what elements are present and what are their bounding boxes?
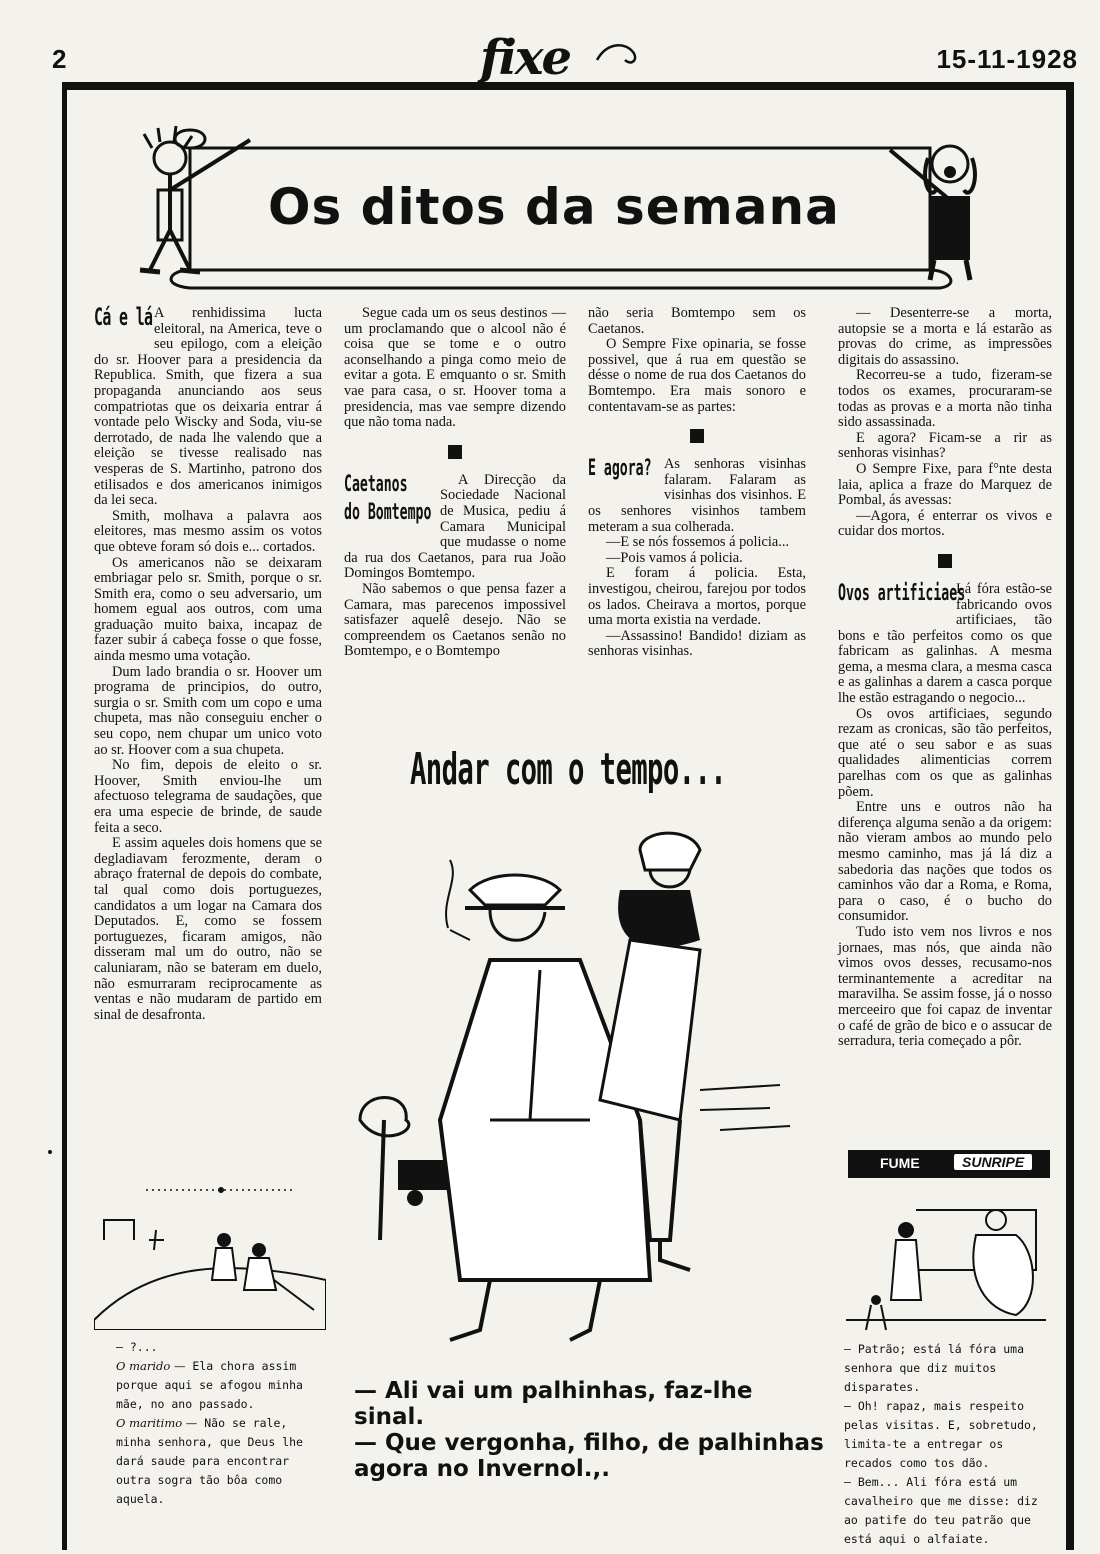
kicker-ovos-box [838, 580, 966, 616]
section-kicker: Cá e lá [94, 303, 153, 331]
ad-brand: SUNRIPE [954, 1154, 1032, 1170]
page-number: 2 [52, 44, 67, 74]
paragraph: Os americanos não se deixaram embriagar pelo sr. Smith, porque o sr. Smith era, como o seu adversario, um homem egual aos outros, com uma graduação muito baixa, incapaz de fazer subir á cabeça fosse o que fosse, ainda mesmo uma votação. [94, 554, 322, 665]
kicker-ca-e-la-box [94, 303, 154, 342]
central-cartoon-drawing [340, 820, 810, 1360]
cartoon-caption [354, 1378, 824, 1482]
column-4 [838, 306, 1052, 1050]
section-kicker: E agora? [588, 456, 652, 482]
ink-speck [48, 1150, 52, 1154]
paragraph: A Direcção da Sociedade Nacional de Musica, pediu á Camara Municipal que mudasse o nome da rua dos Caetanos, para rua João Domingos Bomtempo. [344, 471, 566, 582]
paragraph: —Assassino! Bandido! diziam as senhoras visinhas. [588, 627, 806, 660]
paragraph: O Sempre Fixe, para f°nte desta laia, aplica a fraze do Marquez de Pombal, ás avessas: [838, 460, 1052, 509]
right-character-drawing [890, 146, 975, 280]
masthead-logo: fixe [480, 30, 571, 86]
masthead-swirl-icon [595, 40, 645, 68]
caption-text: Não se rale, minha senhora, que Deus lhe dará saude para encontrar outra sogra tão bôa como aquela. [116, 1416, 303, 1506]
kicker-caetanos-box [344, 473, 440, 539]
issue-date: 15-11-1928 [936, 44, 1078, 74]
sunripe-ad-banner [848, 1150, 1050, 1178]
paragraph: E foram á policia. Esta, investigou, cheirou, farejou por todos os lados. Cheirava a mortos, porque uma morta existia na verdade. [588, 565, 806, 629]
paragraph: Smith, molhava a palavra aos eleitores, mas mesmo assim os votos que obteve foram só dois e... cortados. [94, 507, 322, 555]
caption-line: — Bem... Ali fóra está um cavalheiro que me disse: diz ao patife do teu patrão que está aqui o alfaiate. [844, 1475, 1038, 1546]
paragraph: As senhoras visinhas falaram. Falaram as visinhas dos visinhos. E os senhores visinhos tambem meteram a sua colherada. [588, 456, 806, 535]
column-2 [344, 306, 566, 660]
column-3 [588, 306, 806, 660]
caption-line [116, 1414, 328, 1509]
paragraph: — Desenterre-se a morta, autopsie se a morta e lá estarão as provas do crime, as impressões digitais do assassino. [838, 305, 1052, 368]
cartoon-caption-line: — Que vergonha, filho, de palhinhas agora no Invernol.,. [354, 1430, 824, 1482]
paragraph: —Pois vamos á policia. [606, 549, 743, 566]
caption-line: — ?... [116, 1340, 158, 1354]
ad-word: FUME [880, 1155, 920, 1171]
ink-speck [1066, 1528, 1070, 1532]
section-kicker: Ovos artificiaes [838, 580, 966, 606]
paragraph: Dum lado brandia o sr. Hoover um programa de principios, do outro, surgia o sr. Smith com um copo e uma chupeta, mas não conseguiu encher o seu copo, nem chupar um unico voto ao sr. Hoover com a sua chupeta. [94, 663, 322, 758]
speaker-label: O marido — [116, 1359, 186, 1373]
paragraph: Não sabemos o que pensa fazer a Camara, mas parecenos impossivel satisfazer aquelê desejo. Não se compreendem os Caetanos senão no Bomtempo, e o Bomtempo [344, 580, 566, 660]
paragraph: Recorreu-se a tudo, fizeram-se todos os exames, procuraram-se todas as provas e a morta não tinha sido assassinada. [838, 367, 1052, 431]
paragraph: O Sempre Fixe opinaria, se fosse possivel, que á rua em questão se désse o nome de rua dos Caetanos do Bomtempo. Era mais sonoro e contentavam-se as partes: [588, 336, 806, 415]
section-kicker: do Bomtempo [344, 499, 432, 525]
paragraph: E agora? Ficam-se a rir as senhoras visinhas? [838, 429, 1052, 462]
caption-line: — Patrão; está lá fóra uma senhora que diz muitos disparates. [844, 1342, 1025, 1394]
paragraph: Tudo isto vem nos livros e nos jornaes, mas nós, que ainda não vimos ovos desses, recusamo-nos terminantemente a acreditar na maravilha. Se assim fosse, já o nosso merceeiro que foi capaz de inventar o café de grão de bico e o assucar de serradura, teria começado a pôr. [838, 923, 1052, 1050]
paragraph: E assim aqueles dois homens que se degladiavam ferozmente, deram o abraço fraternal de depois do combate, tal qual como dois portuguezes, candidatos a um logar na Camara dos Deputados. E, como se fossem portuguezes, ficaram amigos, não disseram mal um do outro, não se caluniaram, não se bateram em duelo, não esmurraram reciprocamente as ventas e não mudaram de partido em sinal de desafronta. [94, 835, 322, 1023]
cartoon-title: Andar com o tempo... [410, 744, 727, 795]
section-kicker: Caetanos [344, 471, 408, 497]
shop-cartoon-drawing [836, 1180, 1054, 1336]
paragraph: não seria Bomtempo sem os Caetanos. [588, 305, 806, 337]
caption-line [116, 1357, 328, 1414]
section-separator-square [938, 554, 952, 568]
caption-text: Ela chora assim porque aqui se afogou minha mãe, no ano passado. [116, 1359, 303, 1411]
section-separator-square [448, 445, 462, 459]
beach-cartoon-drawing [94, 1200, 326, 1330]
paragraph: Entre uns e outros não ha diferença alguma senão a da origem: não vieram ambos ao mundo pelo mesmo caminho, mas já lá diz a sabedoria das nações que todos os caminhos vão dar a Roma, e Roma, para o caso, é o bucho do consumidor. [838, 799, 1052, 925]
right-cartoon-caption [844, 1340, 1052, 1549]
paragraph: Lá fóra estão-se fabricando ovos artificiaes, tão bons e tão perfeitos como os que fabricam as galinhas. A mesma gema, a mesma clara, a mesma casca e as galinhas a darem a casca porque lhe estão estragando o negocio... [838, 580, 1052, 707]
paragraph: —E se nós fossemos á policia... [606, 534, 790, 551]
paragraph: A renhidissima lucta eleitoral, na America, teve o seu epilogo, com a eleição do sr. Hoover para a presidencia da Republica. Smith, que fizera a sua propaganda anunciando aos seus compatriotas que os deixaria entrar á vontade pelo Wiscky and Soda, viu-se derrotado, de nada lhe valendo que a eleição se tivesse realisado nas vesperas de S. Martinho, patrono dos etilisados e dos americanos inimigos da lei seca. [94, 305, 322, 509]
caption-line: — Oh! rapaz, mais respeito pelas visitas. E, sobretudo, limita-te a entregar os recados como tos dão. [844, 1399, 1038, 1470]
ornamental-divider [146, 1186, 296, 1194]
kicker-e-agora-box [588, 457, 664, 493]
paragraph: —Agora, é enterrar os vivos e cuidar dos mortos. [838, 507, 1052, 540]
paragraph: No fim, depois de eleito o sr. Hoover, Smith enviou-lhe um afectuoso telegrama de saudações, que era uma especie de brinde, de saude feita a seco. [94, 757, 322, 836]
section-separator-square [690, 429, 704, 443]
column-1 [94, 303, 322, 1023]
speaker-label: O maritimo — [116, 1416, 198, 1430]
paragraph: Segue cada um os seus destinos — um proclamando que o alcool não é coisa que se tome e o outro aconselhando a pinga como meio de evitar a gota. E emquanto o sr. Smith vae para casa, o sr. Hoover toma a presidencia, mas vae sempre dizendo que não toma nada. [344, 305, 566, 431]
cartoon-caption-line: — Ali vai um palhinhas, faz-lhe sinal. [354, 1378, 753, 1430]
paragraph: Os ovos artificiaes, segundo rezam as cronicas, são tão perfeitos, que até o seu sabor e as suas qualidades alimenticias correm parelhas com os que as galinhas põem. [838, 705, 1052, 800]
page-title: Os ditos da semana [268, 178, 840, 236]
left-cartoon-caption [116, 1338, 328, 1509]
